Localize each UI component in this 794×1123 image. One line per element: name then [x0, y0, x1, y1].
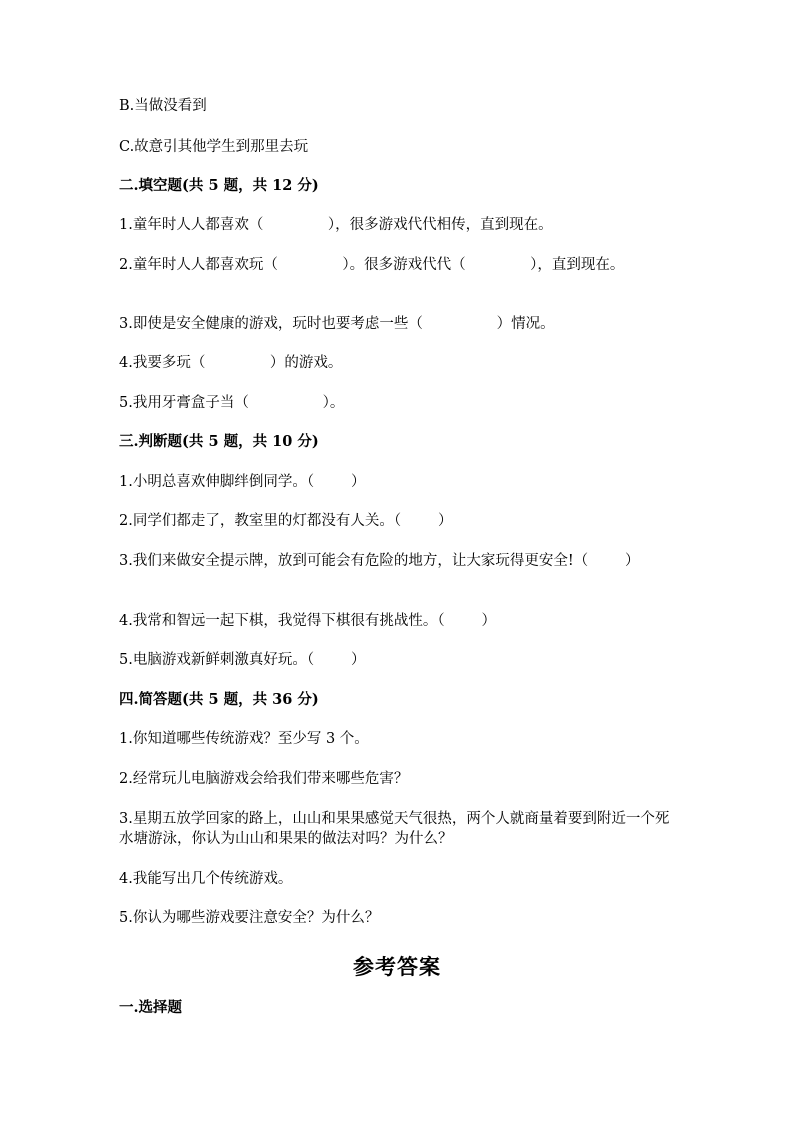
true-false-question-2: 2.同学们都走了，教室里的灯都没有人关。（ ） — [119, 513, 453, 529]
answer-key-title: 参考答案 — [353, 954, 441, 979]
section-heading-true-false: 三.判断题(共 5 题，共 10 分) — [119, 433, 319, 450]
true-false-question-4: 4.我常和智远一起下棋，我觉得下棋很有挑战性。（ ） — [119, 613, 496, 629]
short-answer-question-5: 5.你认为哪些游戏要注意安全？为什么？ — [119, 910, 380, 926]
fill-blank-question-5: 5.我用牙膏盒子当（ ）。 — [119, 395, 345, 411]
fill-blank-question-4: 4.我要多玩（ ）的游戏。 — [119, 355, 343, 371]
short-answer-question-3: 3.星期五放学回家的路上，山山和果果感觉天气很热，两个人就商量着要到附近一个死水塘游泳，你认为山山和果果的做法对吗？为什么？ — [119, 811, 670, 847]
answer-heading-multiple-choice: 一.选择题 — [119, 999, 183, 1016]
true-false-question-5: 5.电脑游戏新鲜刺激真好玩。（ ） — [119, 652, 366, 668]
fill-blank-question-1: 1.童年时人人都喜欢（ ），很多游戏代代相传，直到现在。 — [119, 217, 553, 233]
option-b: B.当做没看到 — [119, 98, 207, 114]
option-c: C.故意引其他学生到那里去玩 — [119, 139, 309, 155]
fill-blank-question-3: 3.即使是安全健康的游戏，玩时也要考虑一些（ ）情况。 — [119, 316, 555, 332]
short-answer-question-4: 4.我能写出几个传统游戏。 — [119, 871, 293, 887]
short-answer-question-1: 1.你知道哪些传统游戏？至少写 3 个。 — [119, 731, 369, 747]
section-heading-short-answer: 四.简答题(共 5 题，共 36 分) — [119, 691, 319, 708]
short-answer-question-2: 2.经常玩儿电脑游戏会给我们带来哪些危害？ — [119, 771, 409, 787]
true-false-question-1: 1.小明总喜欢伸脚绊倒同学。（ ） — [119, 474, 366, 490]
true-false-question-3: 3.我们来做安全提示牌，放到可能会有危险的地方，让大家玩得更安全!（ ） — [119, 553, 640, 569]
fill-blank-question-2: 2.童年时人人都喜欢玩（ ）。很多游戏代代（ ），直到现在。 — [119, 257, 625, 273]
section-heading-fill-blank: 二.填空题(共 5 题，共 12 分) — [119, 177, 319, 194]
